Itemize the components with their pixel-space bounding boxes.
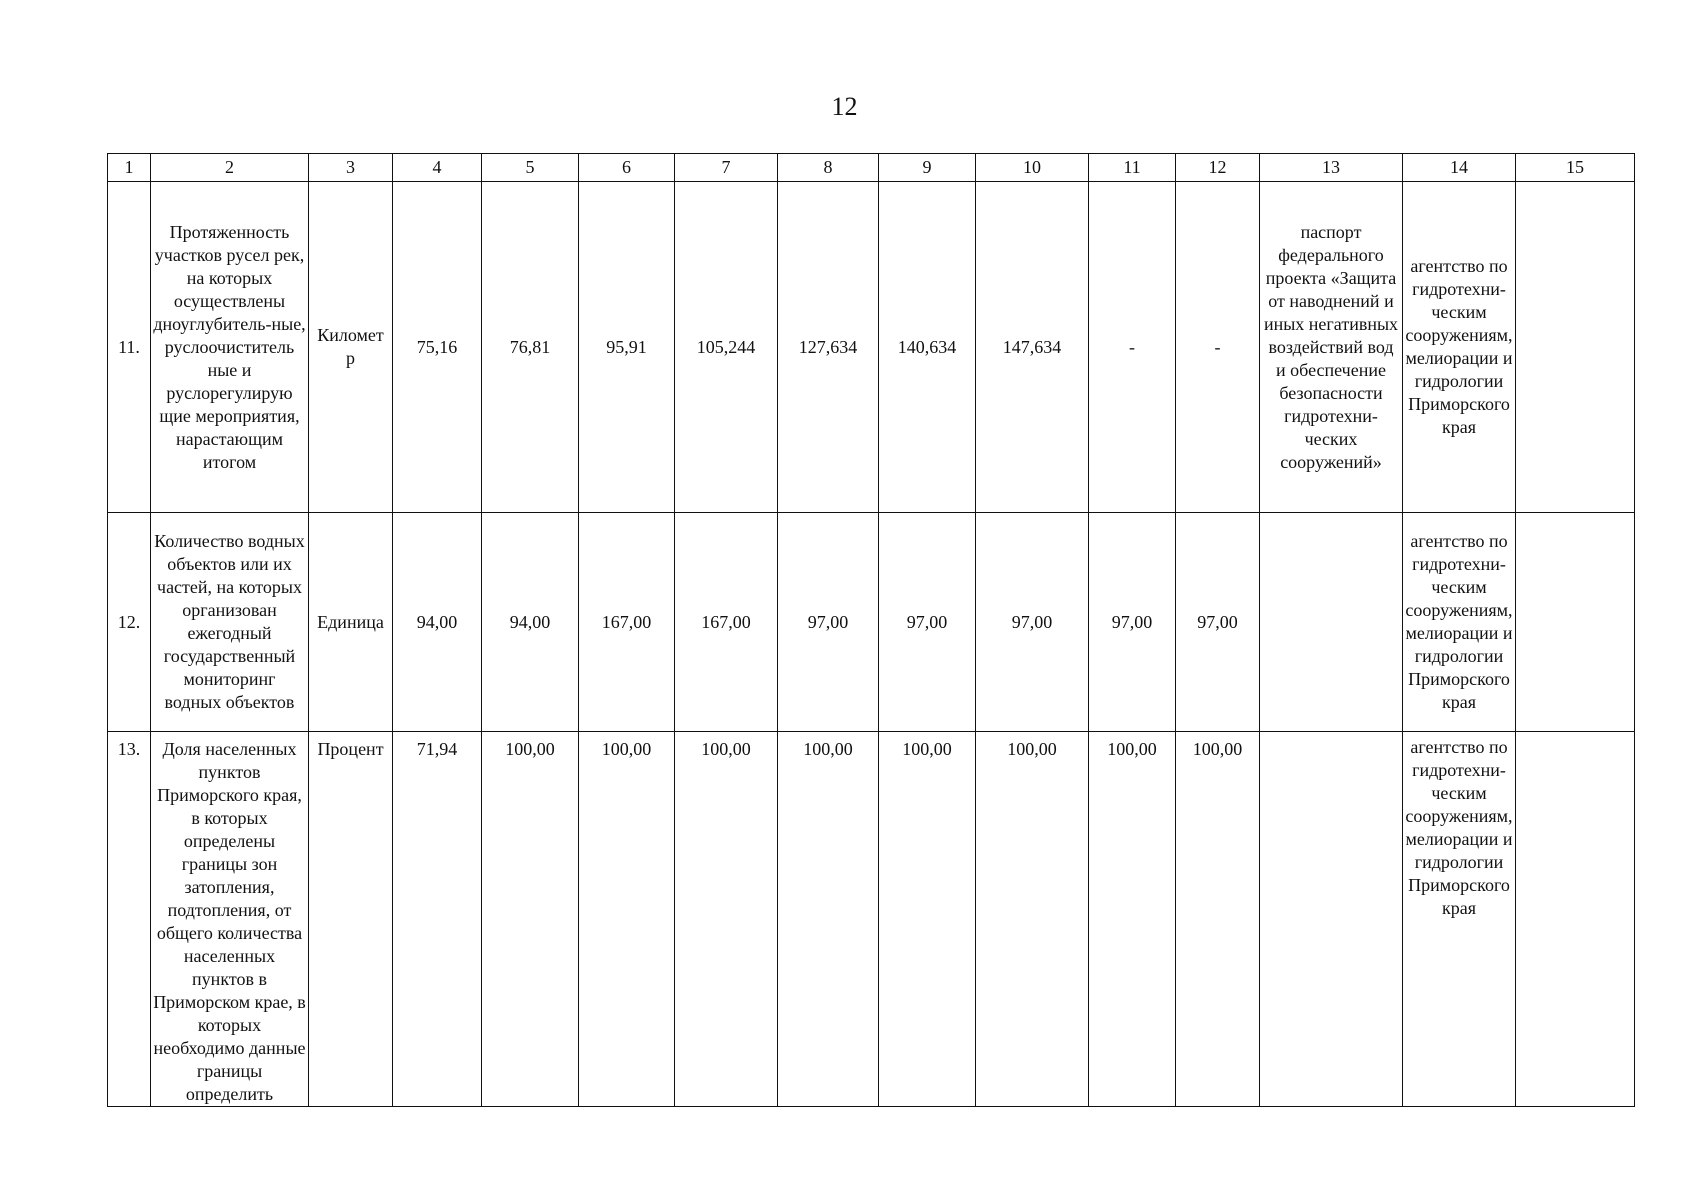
value-cell: 100,00 [879, 732, 976, 1107]
agency-cell: агентство по гидротехни-ческим сооружениям, мелиорации и гидрологии Приморского края [1403, 732, 1516, 1107]
value-cell: 71,94 [393, 732, 482, 1107]
table-row [108, 182, 1635, 513]
indicator-name: Количество водных объектов или их частей, на которых организован ежегодный государственный мониторинг водных объектов [151, 513, 309, 732]
source-cell [1260, 513, 1403, 732]
column-header: 8 [778, 154, 879, 182]
value-cell: 76,81 [482, 182, 579, 513]
column-header: 15 [1516, 154, 1635, 182]
value-cell: 100,00 [579, 732, 675, 1107]
value-cell: 140,634 [879, 182, 976, 513]
column-header: 10 [976, 154, 1089, 182]
header-row [108, 154, 1635, 182]
value-cell: 94,00 [482, 513, 579, 732]
value-cell: 97,00 [976, 513, 1089, 732]
row-number: 12. [108, 513, 151, 732]
column-header: 14 [1403, 154, 1516, 182]
table-row [108, 732, 1635, 1107]
source-cell [1260, 732, 1403, 1107]
value-cell: 100,00 [675, 732, 778, 1107]
value-cell: 167,00 [579, 513, 675, 732]
value-cell: 100,00 [1089, 732, 1176, 1107]
note-cell [1516, 513, 1635, 732]
unit-cell: Единица [309, 513, 393, 732]
row-number: 11. [108, 182, 151, 513]
indicator-name: Доля населенных пунктов Приморского края, в которых определены границы зон затопления, подтопления, от общего количества населенных пунктов в Приморском крае, в которых необходимо данные границы определить [151, 732, 309, 1107]
value-cell: 95,91 [579, 182, 675, 513]
value-cell: 167,00 [675, 513, 778, 732]
note-cell [1516, 182, 1635, 513]
value-cell: 100,00 [976, 732, 1089, 1107]
indicators-table [107, 153, 1635, 1107]
agency-cell: агентство по гидротехни-ческим сооружениям, мелиорации и гидрологии Приморского края [1403, 513, 1516, 732]
value-cell: 75,16 [393, 182, 482, 513]
value-cell: - [1176, 182, 1260, 513]
page-number: 12 [831, 92, 858, 121]
value-cell: 97,00 [1176, 513, 1260, 732]
column-header: 6 [579, 154, 675, 182]
value-cell: 94,00 [393, 513, 482, 732]
value-cell: 105,244 [675, 182, 778, 513]
table-row [108, 513, 1635, 732]
column-header: 4 [393, 154, 482, 182]
source-cell: паспорт федерального проекта «Защита от наводнений и иных негативных воздействий вод и обеспечение безопасности гидротехни-ческих сооружений» [1260, 182, 1403, 513]
indicator-name: Протяженность участков русел рек, на которых осуществлены дноуглубитель-ные, руслоочиститель ные и руслорегулирую щие мероприятия, нарастающим итогом [151, 182, 309, 513]
note-cell [1516, 732, 1635, 1107]
row-number: 13. [108, 732, 151, 1107]
agency-cell: агентство по гидротехни-ческим сооружениям, мелиорации и гидрологии Приморского края [1403, 182, 1516, 513]
column-header: 2 [151, 154, 309, 182]
unit-cell: Километ р [309, 182, 393, 513]
column-header: 5 [482, 154, 579, 182]
value-cell: 97,00 [879, 513, 976, 732]
column-header: 13 [1260, 154, 1403, 182]
value-cell: 100,00 [1176, 732, 1260, 1107]
unit-cell: Процент [309, 732, 393, 1107]
value-cell: 100,00 [482, 732, 579, 1107]
value-cell: 127,634 [778, 182, 879, 513]
value-cell: 97,00 [778, 513, 879, 732]
value-cell: 100,00 [778, 732, 879, 1107]
column-header: 3 [309, 154, 393, 182]
column-header: 12 [1176, 154, 1260, 182]
value-cell: 97,00 [1089, 513, 1176, 732]
value-cell: - [1089, 182, 1176, 513]
column-header: 1 [108, 154, 151, 182]
column-header: 11 [1089, 154, 1176, 182]
value-cell: 147,634 [976, 182, 1089, 513]
column-header: 9 [879, 154, 976, 182]
column-header: 7 [675, 154, 778, 182]
